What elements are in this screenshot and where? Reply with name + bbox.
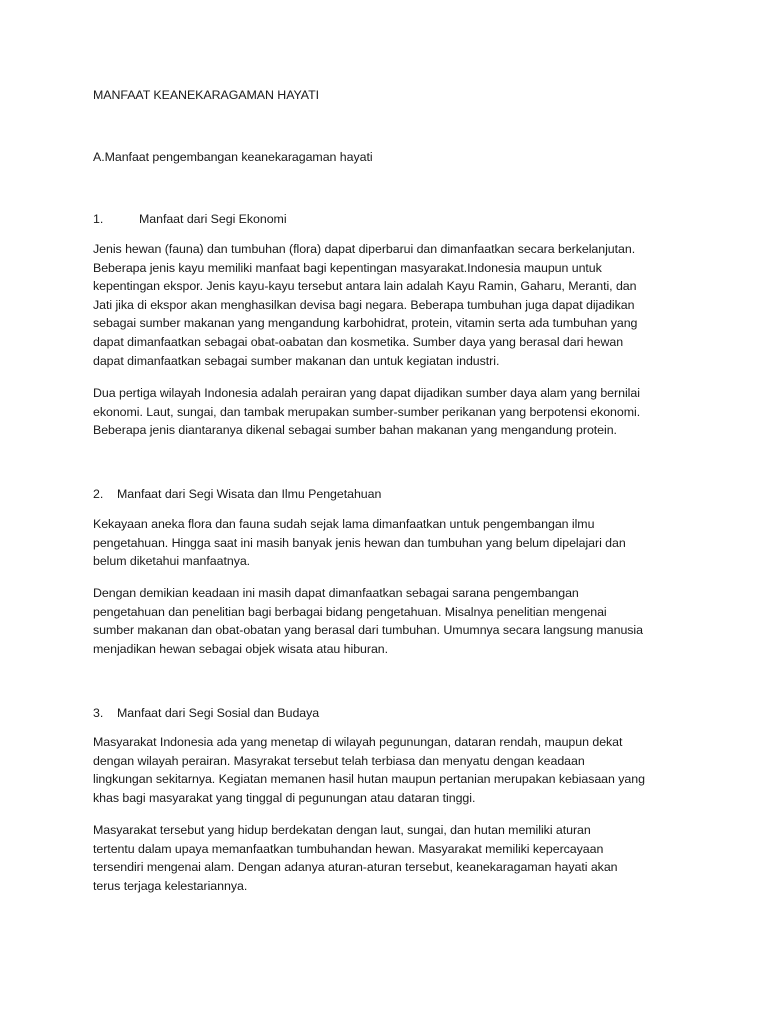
- text-line: dengan wilayah perairan. Masyrakat tersebut telah terbiasa dan menyatu dengan keadaan: [93, 753, 585, 768]
- text-line: tertentu dalam upaya memanfaatkan tumbuhandan hewan. Masyarakat memiliki kepercayaan: [93, 841, 604, 856]
- document-title: [93, 86, 693, 105]
- section-1-title: Manfaat dari Segi Ekonomi: [139, 212, 287, 226]
- text-line: dapat dimanfaatkan sebagai obat-oabatan dan kosmetika. Sumber daya yang berasal dari hewan: [93, 334, 624, 349]
- text-line: Masyarakat Indonesia ada yang menetap di wilayah pegunungan, dataran rendah, maupun dekat: [93, 735, 623, 749]
- text-line: Jati jika di ekspor akan menghasilkan devisa bagi negara. Beberapa tumbuhan juga dapat dijadikan: [93, 297, 635, 312]
- section-2-paragraph-2: [93, 584, 693, 658]
- text-line: terus terjaga kelestariannya.: [93, 878, 248, 893]
- section-3-paragraph-1: [93, 733, 693, 807]
- section-1-paragraph-1: [93, 240, 693, 370]
- text-line: Beberapa jenis diantaranya dikenal sebagai sumber bahan makanan yang mengandung protein.: [93, 423, 617, 438]
- text-line: lingkungan sekitarnya. Kegiatan memanen hasil hutan maupun pertanian merupakan kebiasaan yang: [93, 772, 645, 787]
- section-2-paragraph-1: [93, 515, 693, 571]
- section-1-heading: [93, 210, 693, 229]
- section-3-heading: [93, 704, 693, 723]
- section-3-title: Manfaat dari Segi Sosial dan Budaya: [117, 706, 320, 720]
- text-line: Dua pertiga wilayah Indonesia adalah perairan yang dapat dijadikan sumber daya alam yang bernilai: [93, 386, 640, 400]
- text-line: ekonomi. Laut, sungai, dan tambak merupakan sumber-sumber perikanan yang berpotensi ekonomi.: [93, 404, 641, 419]
- document-title-text: MANFAAT KEANEKARAGAMAN HAYATI: [93, 88, 319, 102]
- text-line: menjadikan hewan sebagai objek wisata atau hiburan.: [93, 641, 389, 656]
- text-line: Beberapa jenis kayu memiliki manfaat bagi kepentingan masyarakat.Indonesia maupun untuk: [93, 260, 602, 275]
- text-line: Kekayaan aneka flora dan fauna sudah sejak lama dimanfaatkan untuk pengembangan ilmu: [93, 517, 595, 531]
- text-line: pengetahuan dan penelitian bagi berbagai bidang pengetahuan. Misalnya penelitian mengenai: [93, 604, 607, 619]
- section-1-paragraph-2: [93, 384, 693, 440]
- text-line: Dengan demikian keadaan ini masih dapat dimanfaatkan sebagai sarana pengembangan: [93, 586, 579, 600]
- section-2-heading: [93, 485, 693, 504]
- section-2-number: 2.: [93, 487, 104, 501]
- text-line: sebagai sumber makanan yang mengandung karbohidrat, protein, vitamin serta ada tumbuhan yang: [93, 316, 638, 331]
- text-line: pengetahuan. Hingga saat ini masih banyak jenis hewan dan tumbuhan yang belum dipelajari dan: [93, 535, 626, 550]
- section-2-title: Manfaat dari Segi Wisata dan Ilmu Pengetahuan: [117, 487, 382, 501]
- text-line: Jenis hewan (fauna) dan tumbuhan (flora) dapat diperbarui dan dimanfaatkan secara berkelanjutan.: [93, 242, 636, 256]
- text-line: sumber makanan dan obat-obatan yang berasal dari tumbuhan. Umumnya secara langsung manusia: [93, 623, 643, 638]
- section-3-paragraph-2: [93, 821, 693, 895]
- text-line: belum diketahui manfaatnya.: [93, 554, 251, 569]
- text-line: khas bagi masyarakat yang tinggal di pegunungan atau dataran tinggi.: [93, 790, 476, 805]
- section-a-heading: [93, 148, 693, 167]
- text-line: dapat dimanfaatkan sebagai sumber makanan dan untuk kegiatan industri.: [93, 353, 500, 368]
- text-line: Masyarakat tersebut yang hidup berdekatan dengan laut, sungai, dan hutan memiliki aturan: [93, 823, 591, 837]
- section-a-heading-text: A.Manfaat pengembangan keanekaragaman hayati: [93, 150, 373, 164]
- text-line: tersendiri mengenai alam. Dengan adanya aturan-aturan tersebut, keanekaragaman hayati akan: [93, 860, 618, 875]
- section-1-number: 1.: [93, 212, 104, 226]
- text-line: kepentingan ekspor. Jenis kayu-kayu tersebut antara lain adalah Kayu Ramin, Gaharu, Meranti, dan: [93, 279, 637, 294]
- section-3-number: 3.: [93, 706, 104, 720]
